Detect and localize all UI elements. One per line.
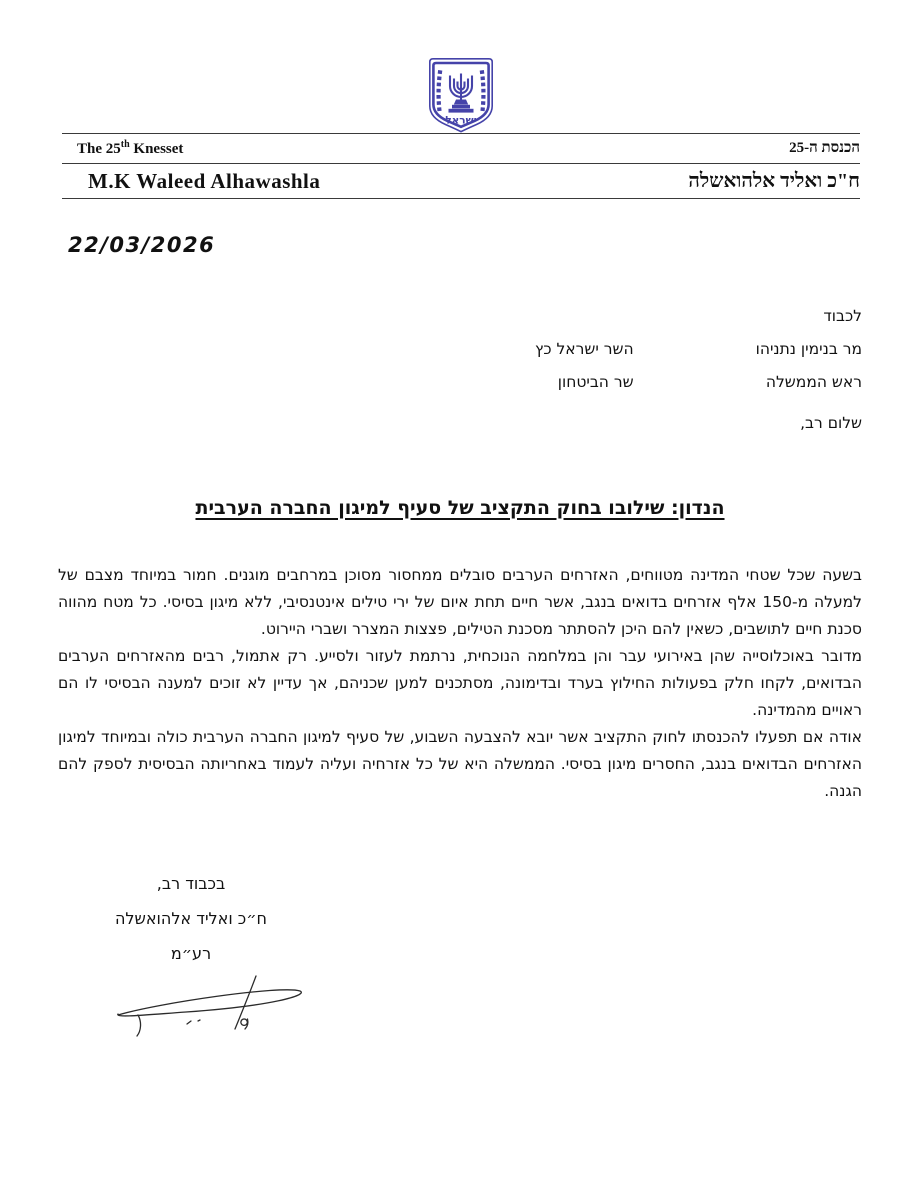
recipient-salutation: לכבוד: [823, 307, 862, 325]
knesset-title-en: The 25th Knesset: [77, 139, 184, 157]
knesset-title-he: הכנסת ה-25: [789, 140, 860, 156]
body-paragraph: בשעה שכל שטחי המדינה מטווחים, האזרחים הערבים סובלים ממחסור מסוכן במרחבים מוגנים. חמור במיוחד מצבם של למעלה מ-150 אלף אזרחים בדואים בנגב, אשר חיים תחת איום של ירי טילים אינטנסיבי, ללא מיגון בסיסי. כל מטח מהווה סכנת חיים לתושבים, כשאין להם היכן להסתתר מסכנת הטילים, פצצות המצרר ושברי היירוט.: [58, 566, 862, 638]
member-name-he: ח"כ ואליד אלהואשלה: [688, 169, 860, 192]
greeting: שלום רב,: [800, 414, 862, 432]
recipient-primary: [756, 333, 862, 399]
recipient-primary-name: מר בנימין נתניהו: [755, 340, 862, 358]
letterhead-row-member: [62, 164, 860, 199]
recipient-columns: [535, 333, 862, 399]
subject-line: הנדון: שילובו בחוק התקציב של סעיף למיגון החברה הערבית: [195, 497, 725, 519]
emblem-label: ישראל: [445, 114, 477, 127]
closing-party: רע״מ: [170, 944, 212, 963]
recipient-secondary-name: השר ישראל כץ: [534, 340, 634, 358]
closing-signer-name: ח״כ ואליד אלהואשלה: [114, 909, 268, 928]
letterhead-row-knesset: [62, 133, 860, 164]
recipient-secondary-title: שר הביטחון: [557, 373, 634, 391]
israel-state-emblem-icon: [426, 56, 496, 135]
closing-regards: בכבוד רב,: [156, 874, 226, 893]
signature-scribble: [86, 974, 326, 1044]
letterhead: [62, 133, 860, 199]
body-paragraph: מדובר באוכלוסייה שהן באירועי עבר והן במלחמה הנוכחית, נרתמת לעזור ולסייע. רק אתמול, רבים מהאזרחים הערבים הבדואים, לקחו חלק בפעולות החילוץ בערד ובדימונה, מסתכנים למען שכניהם, אך עדיין לא זוכים למענה הבסיסי לו הם ראויים מהמדינה.: [58, 647, 862, 719]
body-paragraph: אודה אם תפעלו להכנסתו לחוק התקציב אשר יובא להצבעה השבוע, של סעיף למיגון החברה הערבית כולה ובמיוחד למיגון האזרחים הבדואים בנגב, החסרים מיגון בסיסי. הממשלה היא של כל אזרחיה ועליה לעמוד באחריותה הבסיסית לספק להם הגנה.: [58, 728, 862, 800]
letter-date: 22/03/2026: [68, 233, 216, 257]
member-name-en: M.K Waleed Alhawashla: [88, 168, 321, 193]
recipient-primary-title: ראש הממשלה: [765, 373, 862, 391]
ordinal-superscript: th: [120, 139, 130, 150]
recipient-secondary: [535, 333, 634, 399]
recipient-block: [535, 300, 862, 399]
closing-block: [62, 866, 320, 971]
letter-body: [58, 562, 862, 805]
